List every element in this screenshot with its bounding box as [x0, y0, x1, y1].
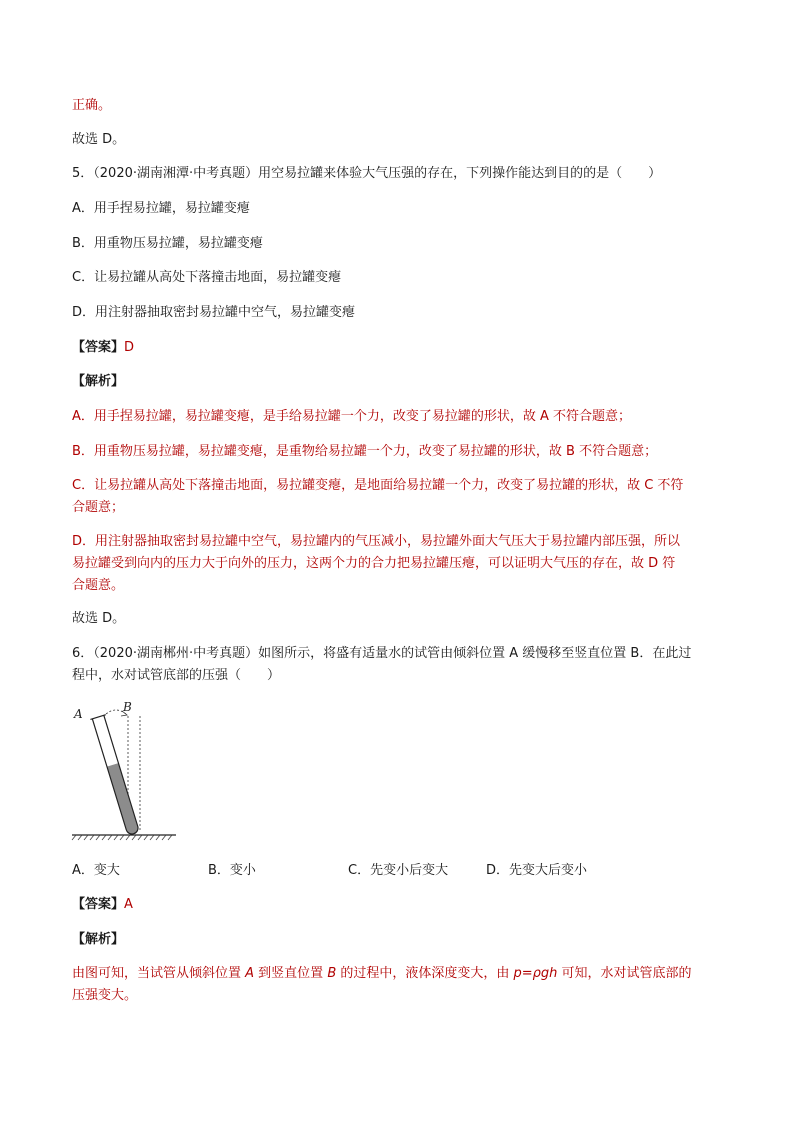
q5-analysis-line: 合题意；: [72, 500, 125, 515]
q5-analysis-line: C．让易拉罐从高处下落撞击地面，易拉罐变瘪，是地面给易拉罐一个力，改变了易拉罐的形状，故 C 不符: [72, 478, 684, 493]
q6-answer: [72, 896, 133, 914]
prev-answer-tail: 正确。: [72, 98, 112, 113]
q6-option-b: B．变小: [208, 863, 256, 878]
q6-option-a: A．变大: [72, 863, 120, 878]
q5-analysis-line: A．用手捏易拉罐，易拉罐变瘪，是手给易拉罐一个力，改变了易拉罐的形状，故 A 不符合题意；: [72, 409, 632, 424]
label-b: B: [123, 700, 132, 714]
q6-analysis-label: 【解析】: [72, 932, 125, 947]
analysis-text: 可知，水对试管底部的: [557, 966, 692, 981]
q6-analysis-line1: [72, 965, 692, 983]
label-a: A: [74, 707, 83, 721]
q6-analysis-line2: 压强变大。: [72, 988, 138, 1003]
q5-option-d: D．用注射器抽取密封易拉罐中空气，易拉罐变瘪: [72, 305, 356, 320]
q6-options: [72, 862, 732, 880]
q5-option-a: A．用手捏易拉罐，易拉罐变瘪: [72, 201, 250, 216]
analysis-var-a: A: [245, 966, 255, 981]
q6-option-d: D．先变大后变小: [486, 863, 588, 878]
q6-stem-line1: 6．（2020·湖南郴州·中考真题）如图所示，将盛有适量水的试管由倾斜位置 A 缓慢移至竖直位置 B．在此过: [72, 646, 692, 661]
q6-stem-line2: 程中，水对试管底部的压强（ ）: [72, 668, 281, 683]
q5-analysis-line: 易拉罐受到向内的压力大于向外的压力，这两个力的合力把易拉罐压瘪，可以证明大气压的存在，故 D 符: [72, 556, 676, 571]
q5-answer: [72, 339, 134, 357]
q6-option-c: C．先变小后变大: [348, 863, 449, 878]
test-tube: [90, 715, 141, 836]
q5-answer-value: D: [124, 340, 135, 355]
q6-answer-value: A: [124, 897, 133, 912]
q6-answer-label: 【答案】: [72, 897, 125, 912]
q5-analysis-line: 合题意。: [72, 578, 125, 593]
water-fill: [107, 763, 140, 835]
q5-answer-label: 【答案】: [72, 340, 125, 355]
analysis-formula: p=ρgh: [513, 966, 558, 981]
ground-hatching: [72, 835, 172, 840]
tube-rim: [90, 715, 105, 720]
q5-analysis-label: 【解析】: [72, 374, 125, 389]
q5-option-c: C．让易拉罐从高处下落撞击地面，易拉罐变瘪: [72, 270, 342, 285]
test-tube-figure: [70, 698, 180, 846]
analysis-var-b: B: [327, 966, 337, 981]
analysis-text: 由图可知，当试管从倾斜位置: [72, 966, 246, 981]
q5-analysis-line: B．用重物压易拉罐，易拉罐变瘪，是重物给易拉罐一个力，改变了易拉罐的形状，故 B 不符合题意；: [72, 444, 658, 459]
q5-option-b: B．用重物压易拉罐，易拉罐变瘪: [72, 236, 263, 251]
q5-analysis-line: D．用注射器抽取密封易拉罐中空气，易拉罐内的气压减小，易拉罐外面大气压大于易拉罐内部压强，所以: [72, 534, 681, 549]
analysis-text: 到竖直位置: [254, 966, 328, 981]
q5-stem: 5．（2020·湖南湘潭·中考真题）用空易拉罐来体验大气压强的存在，下列操作能达到目的的是（ ）: [72, 166, 662, 181]
analysis-text: 的过程中，液体深度变大，由: [336, 966, 514, 981]
prev-choose: 故选 D。: [72, 132, 126, 147]
q5-choose: 故选 D。: [72, 611, 126, 626]
